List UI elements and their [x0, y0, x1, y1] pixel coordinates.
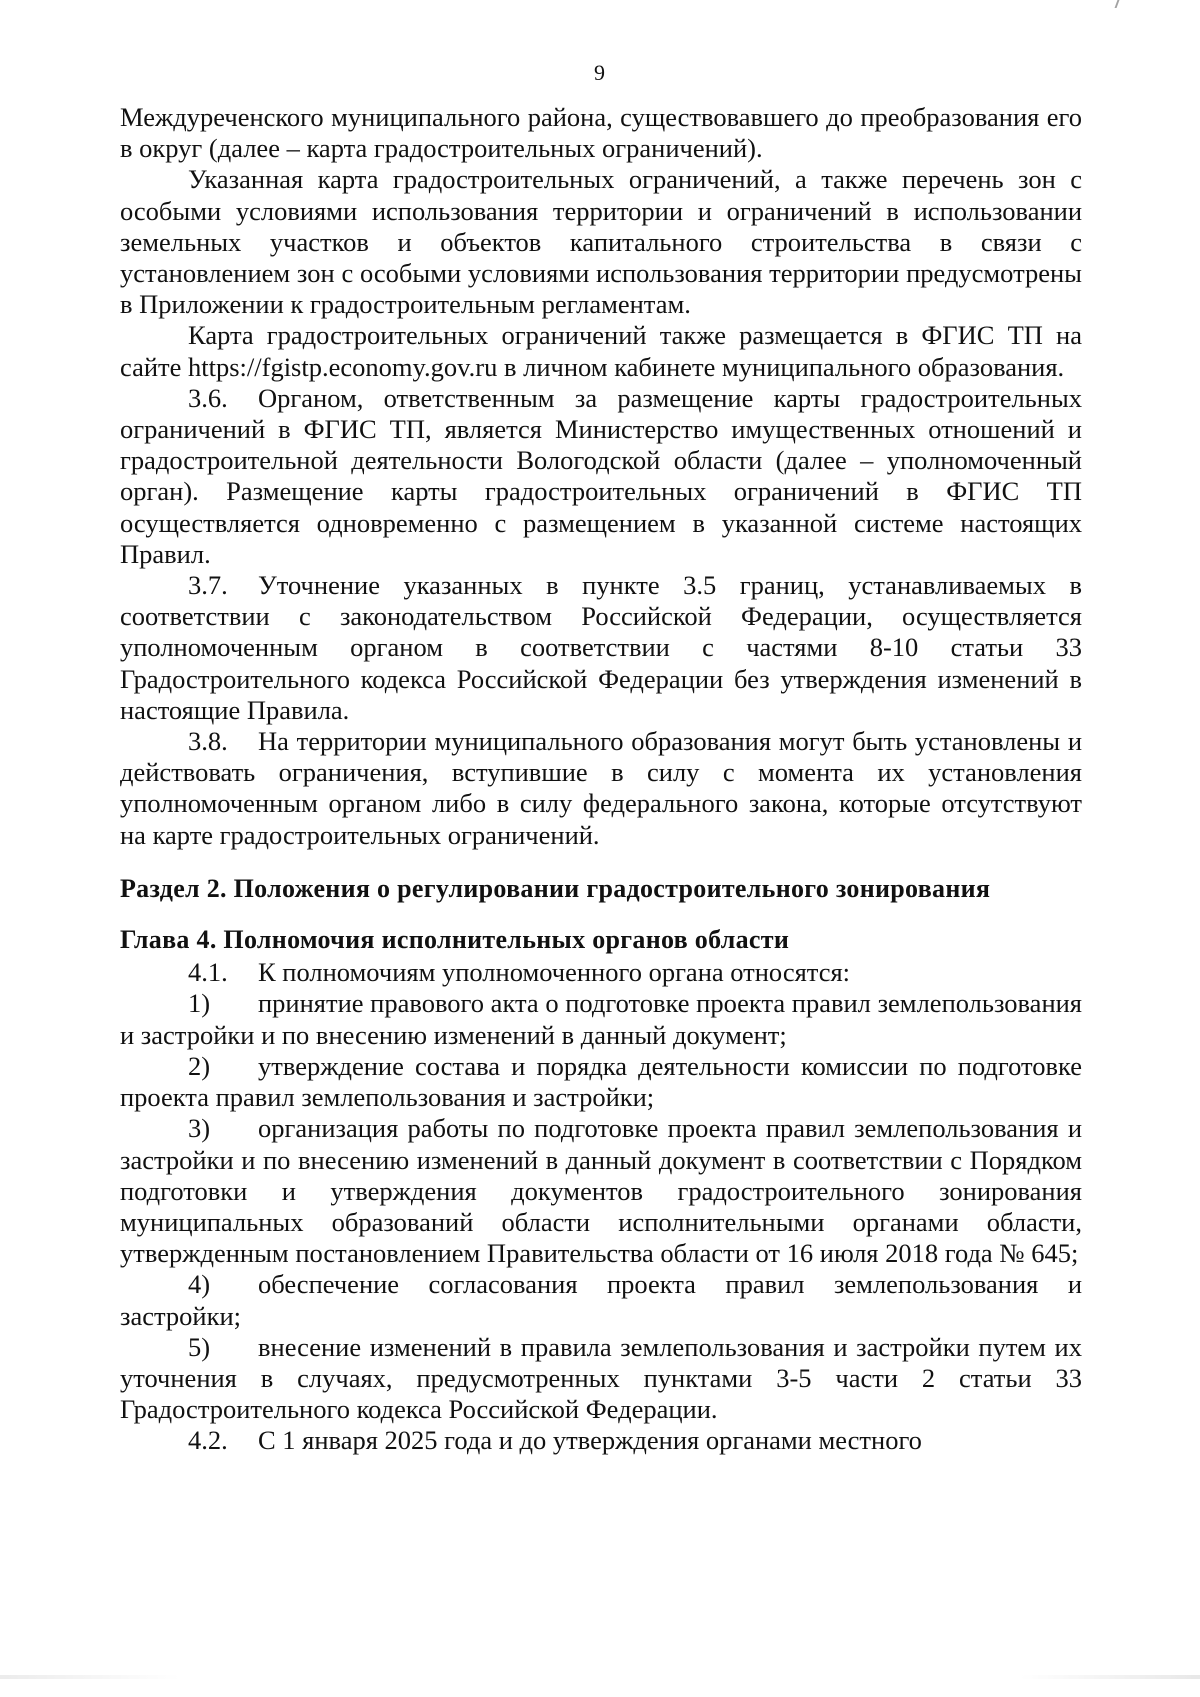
- clause-4-2: [120, 1425, 1082, 1456]
- clause-number: 4.1.: [188, 957, 228, 988]
- scan-bottom-edge: [0, 1675, 1200, 1679]
- clause-number: 3.8.: [188, 726, 228, 757]
- scan-artifact-mark: [1105, 0, 1120, 8]
- list-item-text: внесение изменений в правила землепользования и застройки путем их уточнения в случаях, предусмотренных пунктами 3-5 части 2 статьи 33 Градостроительного кодекса Российской Федерации.: [120, 1331, 1082, 1425]
- list-item-1: [120, 988, 1082, 1050]
- clause-number: 3.6.: [188, 382, 228, 413]
- paragraph-text: Карта градостроительных ограничений также размещается в ФГИС ТП на сайте https://fgistp.economy.gov.ru в личном кабинете муниципального образования.: [120, 320, 1082, 382]
- list-item-3: [120, 1113, 1082, 1269]
- paragraph-continuation: [120, 102, 1082, 164]
- clause-3-7: [120, 570, 1082, 726]
- clause-number: 3.7.: [188, 570, 228, 601]
- list-item-2: [120, 1051, 1082, 1113]
- paragraph-text: Междуреченского муниципального района, существовавшего до преобразования его в округ (далее – карта градостроительных ограничений).: [120, 102, 1082, 164]
- clause-text: К полномочиям уполномоченного органа относятся:: [258, 957, 851, 988]
- section-heading: Раздел 2. Положения о регулировании градостроительного зонирования: [120, 873, 991, 903]
- clause-4-1: [120, 957, 1082, 988]
- list-item-number: 4): [188, 1269, 211, 1300]
- list-item-5: [120, 1332, 1082, 1426]
- list-item-text: принятие правового акта о подготовке проекта правил землепользования и застройки и по внесению изменений в данный документ;: [120, 988, 1082, 1050]
- page-number: 9: [594, 60, 606, 85]
- list-item-number: 3): [188, 1113, 211, 1144]
- clause-number: 4.2.: [188, 1425, 228, 1456]
- clause-text: С 1 января 2025 года и до утверждения органами местного: [258, 1425, 922, 1456]
- paragraph-map-placement: [120, 320, 1082, 382]
- clause-text: Органом, ответственным за размещение карты градостроительных ограничений в ФГИС ТП, является Министерство имущественных отношений и градостроительной деятельности Вологодской области (далее – уполномоченный орган). Размещение карты градостроительных ограничений в ФГИС ТП осуществляется одновременно с размещением в указанной системе настоящих Правил.: [120, 382, 1082, 569]
- list-item-number: 2): [188, 1050, 211, 1081]
- clause-text: Уточнение указанных в пункте 3.5 границ, устанавливаемых в соответствии с законодательством Российской Федерации, осуществляется уполномоченным органом в соответствии с частями 8-10 статьи 33 Градостроительного кодекса Российской Федерации без утверждения изменений в настоящие Правила.: [120, 570, 1082, 725]
- list-item-number: 5): [188, 1331, 211, 1362]
- list-item-4: [120, 1269, 1082, 1331]
- paragraph-text: Указанная карта градостроительных ограничений, а также перечень зон с особыми условиями использования территории и ограничений в использовании земельных участков и объектов капитального строительства в связи с установлением зон с особыми условиями использования территории предусмотрены в Приложении к градостроительным регламентам.: [120, 164, 1082, 320]
- clause-3-6: [120, 383, 1082, 570]
- document-body: [120, 102, 1082, 1457]
- list-item-text: организация работы по подготовке проекта правил землепользования и застройки и по внесению изменений в данный документ в соответствии с Порядком подготовки и утверждения документов градостроительного зонирования муниципальных образований области исполнительными органами области, утвержденным постановлением Правительства области от 16 июля 2018 года № 645;: [120, 1113, 1082, 1269]
- clause-3-8: [120, 726, 1082, 851]
- list-item-text: утверждение состава и порядка деятельности комиссии по подготовке проекта правил землепользования и застройки;: [120, 1050, 1082, 1113]
- list-item-number: 1): [188, 988, 211, 1019]
- clause-text: На территории муниципального образования могут быть установлены и действовать ограничения, вступившие в силу с момента их установления уполномоченным органом либо в силу федерального закона, которые отсутствуют на карте градостроительных ограничений.: [120, 726, 1082, 850]
- list-item-text: обеспечение согласования проекта правил землепользования и застройки;: [120, 1269, 1082, 1331]
- chapter-heading: Глава 4. Полномочия исполнительных органов области: [120, 925, 790, 955]
- paragraph-map-description: [120, 164, 1082, 320]
